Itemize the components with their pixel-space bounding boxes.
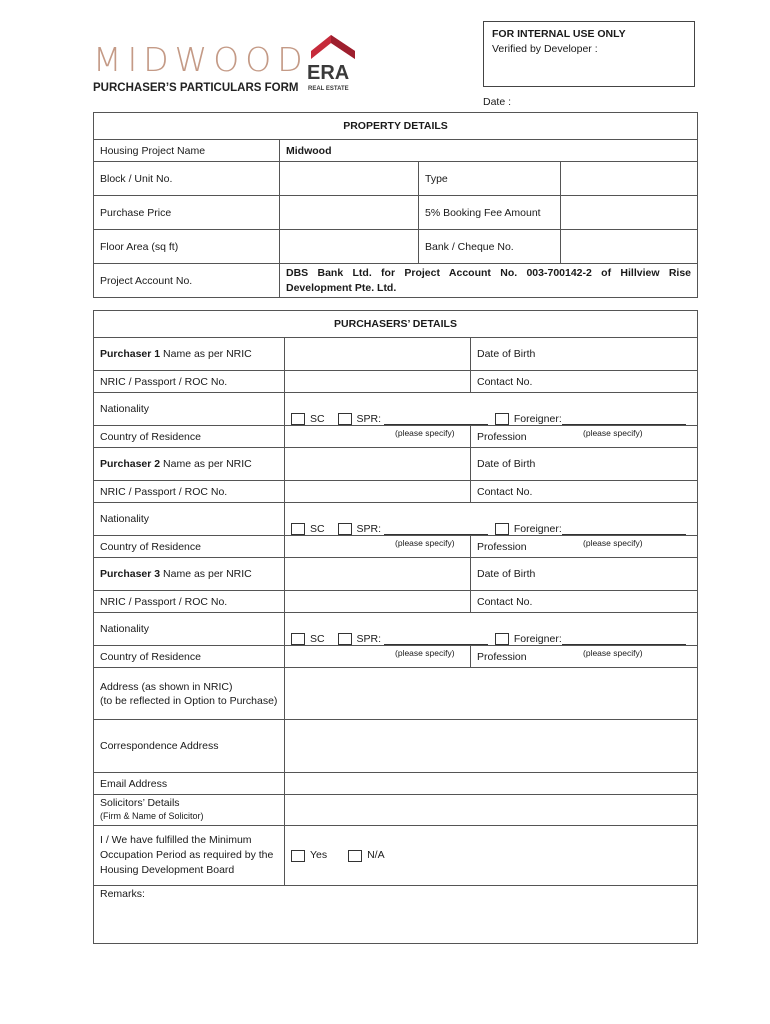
purchaser-2-foreigner-checkbox[interactable] [495, 523, 509, 535]
purchaser-3-name-field[interactable] [285, 558, 471, 591]
purchaser-2-nric-label: NRIC / Passport / ROC No. [94, 481, 285, 503]
purchaser-1-dob-cell[interactable]: Date of Birth [471, 338, 698, 371]
yes-checkbox[interactable] [291, 850, 305, 862]
address-label: Address (as shown in NRIC) (to be reflected in Option to Purchase) [94, 668, 285, 720]
spr-label: SPR: [356, 633, 382, 645]
sc-label: SC [310, 413, 325, 425]
svg-text:ERA: ERA [307, 62, 350, 84]
remarks-label: Remarks: [100, 888, 145, 900]
purchaser-3-nric-label: NRIC / Passport / ROC No. [94, 591, 285, 613]
purchasers-details-table [93, 310, 698, 944]
purchaser-3-dob-cell[interactable]: Date of Birth [471, 558, 698, 591]
midwood-logo: MIDWOOD [93, 40, 309, 79]
purchase-price-field[interactable] [280, 196, 419, 230]
purchaser-1-name-field[interactable] [285, 338, 471, 371]
purchaser-2-spr-checkbox[interactable] [338, 523, 352, 535]
purchaser-2-profession-cell[interactable]: Profession [471, 536, 698, 558]
purchaser-1-nationality-label: Nationality [94, 393, 285, 426]
purchaser-1-nric-field[interactable] [285, 371, 471, 393]
purchaser-1-residence-label: Country of Residence [94, 426, 285, 448]
purchaser-3-profession-cell[interactable]: Profession [471, 646, 698, 668]
block-unit-field[interactable] [280, 162, 419, 196]
solicitor-label-cell [94, 795, 285, 826]
email-label: Email Address [94, 773, 285, 795]
property-details-table [93, 112, 698, 298]
purchaser-1-nric-label: NRIC / Passport / ROC No. [94, 371, 285, 393]
yes-label: Yes [310, 849, 328, 862]
cheque-label: Bank / Cheque No. [419, 230, 561, 264]
purchaser-2-spr-field[interactable] [384, 524, 488, 535]
sc-label: SC [310, 633, 325, 645]
solicitor-note: (Firm & Name of Solicitor) [100, 811, 204, 821]
purchaser-2-contact-cell[interactable]: Contact No. [471, 481, 698, 503]
purchaser-1-foreigner-checkbox[interactable] [495, 413, 509, 425]
purchaser-1-spr-checkbox[interactable] [338, 413, 352, 425]
purchaser-3-foreigner-field[interactable] [562, 634, 686, 645]
purchaser-2-foreigner-field[interactable] [562, 524, 686, 535]
spr-label: SPR: [356, 523, 382, 535]
internal-use-box [483, 21, 695, 87]
floor-area-field[interactable] [280, 230, 419, 264]
sc-label: SC [310, 523, 325, 535]
foreigner-specify-note: (please specify) [583, 648, 643, 658]
purchaser-3-name-label: Purchaser 3 Name as per NRIC [94, 558, 285, 591]
purchaser-3-spr-checkbox[interactable] [338, 633, 352, 645]
purchaser-3-spr-field[interactable] [384, 634, 488, 645]
purchaser-3-foreigner-checkbox[interactable] [495, 633, 509, 645]
mop-label: I / We have fulfilled the Minimum Occupation Period as required by the Housing Development Board [94, 826, 285, 886]
booking-fee-label: 5% Booking Fee Amount [419, 196, 561, 230]
property-details-title: PROPERTY DETAILS [94, 113, 698, 140]
verified-label[interactable]: Verified by Developer : [492, 43, 598, 55]
purchaser-2-sc-checkbox[interactable] [291, 523, 305, 535]
solicitor-label: Solicitors’ Details [100, 797, 180, 809]
foreigner-label: Foreigner: [513, 413, 562, 425]
purchaser-1-name-label: Purchaser 1 Name as per NRIC [94, 338, 285, 371]
block-unit-label: Block / Unit No. [94, 162, 280, 196]
email-field[interactable] [285, 773, 698, 795]
project-account-label: Project Account No. [94, 264, 280, 298]
type-field[interactable] [561, 162, 698, 196]
purchaser-1-profession-cell[interactable]: Profession [471, 426, 698, 448]
booking-fee-field[interactable] [561, 196, 698, 230]
foreigner-specify-note: (please specify) [583, 538, 643, 548]
spr-specify-note: (please specify) [395, 648, 455, 658]
purchaser-2-name-label: Purchaser 2 Name as per NRIC [94, 448, 285, 481]
purchaser-2-nric-field[interactable] [285, 481, 471, 503]
purchaser-3-contact-cell[interactable]: Contact No. [471, 591, 698, 613]
mop-options [285, 826, 698, 886]
foreigner-label: Foreigner: [513, 523, 562, 535]
svg-text:REAL ESTATE: REAL ESTATE [308, 86, 349, 92]
na-label: N/A [367, 849, 385, 862]
correspondence-field[interactable] [285, 720, 698, 773]
spr-specify-note: (please specify) [395, 538, 455, 548]
purchaser-2-residence-label: Country of Residence [94, 536, 285, 558]
purchaser-3-nric-field[interactable] [285, 591, 471, 613]
housing-project-label: Housing Project Name [94, 140, 280, 162]
foreigner-label: Foreigner: [513, 633, 562, 645]
remarks-field[interactable] [94, 886, 698, 944]
floor-area-label: Floor Area (sq ft) [94, 230, 280, 264]
address-field[interactable] [285, 668, 698, 720]
correspondence-label: Correspondence Address [94, 720, 285, 773]
purchase-price-label: Purchase Price [94, 196, 280, 230]
date-label[interactable]: Date : [483, 96, 512, 108]
purchaser-3-nationality-label: Nationality [94, 613, 285, 646]
solicitor-field[interactable] [285, 795, 698, 826]
purchaser-1-sc-checkbox[interactable] [291, 413, 305, 425]
type-label: Type [419, 162, 561, 196]
project-account-value: DBS Bank Ltd. for Project Account No. 003-700142-2 of Hillview Rise Development Pte. Ltd. [280, 264, 698, 298]
purchaser-2-name-field[interactable] [285, 448, 471, 481]
era-logo [305, 33, 363, 93]
foreigner-specify-note: (please specify) [583, 428, 643, 438]
purchaser-1-foreigner-field[interactable] [562, 414, 686, 425]
purchaser-2-dob-cell[interactable]: Date of Birth [471, 448, 698, 481]
form-title: PURCHASER’S PARTICULARS FORM [93, 82, 299, 94]
housing-project-value[interactable]: Midwood [280, 140, 698, 162]
internal-title: FOR INTERNAL USE ONLY [492, 28, 626, 40]
purchaser-2-nationality-label: Nationality [94, 503, 285, 536]
cheque-field[interactable] [561, 230, 698, 264]
purchaser-3-residence-label: Country of Residence [94, 646, 285, 668]
purchaser-3-sc-checkbox[interactable] [291, 633, 305, 645]
na-checkbox[interactable] [348, 850, 362, 862]
purchaser-1-spr-field[interactable] [384, 414, 488, 425]
spr-label: SPR: [356, 413, 382, 425]
purchasers-details-title: PURCHASERS’ DETAILS [94, 311, 698, 338]
spr-specify-note: (please specify) [395, 428, 455, 438]
purchaser-1-contact-cell[interactable]: Contact No. [471, 371, 698, 393]
